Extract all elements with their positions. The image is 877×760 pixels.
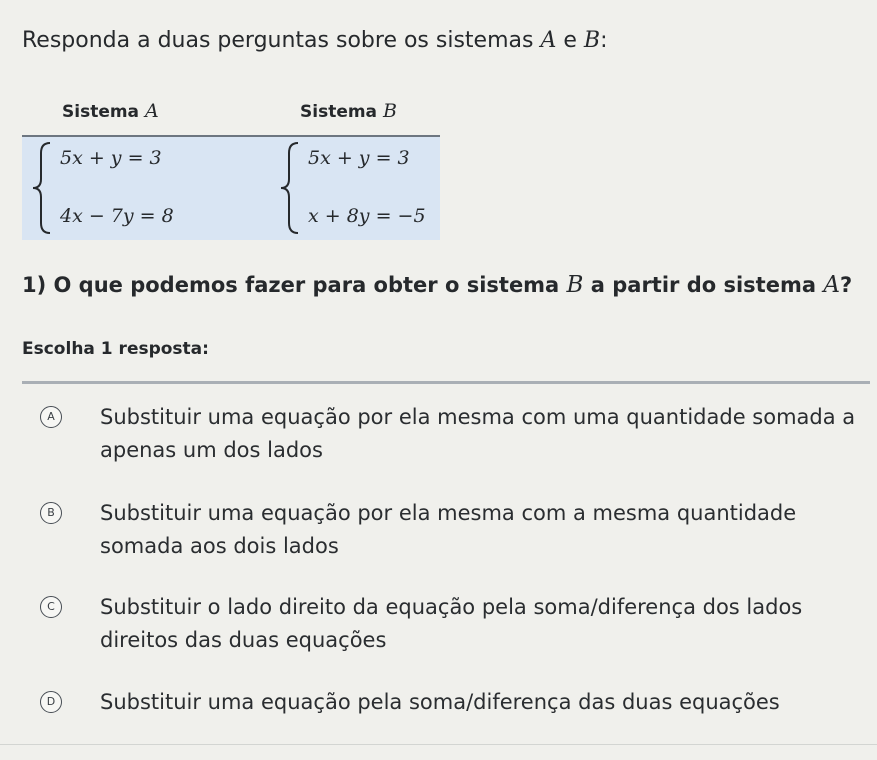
intro-text [22,28,608,53]
intro-var-a: A [540,28,557,53]
intro-colon: : [600,28,608,53]
system-a-label: Sistema [62,102,140,122]
choice-b-text: Substituir uma equação por ela mesma com a mesma quantidade somada aos dois lados [100,501,797,558]
systems-table [22,100,440,240]
system-b-var: B [382,100,397,122]
question-suffix: ? [839,273,853,297]
system-b-label: Sistema [300,102,378,122]
intro-var-b: B [583,28,601,53]
choice-a-text: Substituir uma equação por ela mesma com uma quantidade somada a apenas um dos lados [100,405,856,462]
choice-a-radio[interactable]: A [40,406,62,428]
intro-connector: e [563,28,577,53]
divider [22,381,870,384]
question-prefix: 1) O que podemos fazer para obter o sistema [22,273,560,297]
system-b-equation-2: x + 8y = −5 [308,205,426,227]
question-text [22,272,852,298]
system-b-header [300,100,397,122]
left-brace-icon [30,141,54,235]
question-var-a: A [823,272,840,298]
system-a-header [62,100,159,122]
system-a-equation-1: 5x + y = 3 [60,147,162,169]
systems-body [22,135,440,240]
choice-d-text: Substituir uma equação pela soma/diferença das duas equações [100,690,780,714]
choice-d-radio[interactable]: D [40,691,62,713]
system-b-equation-1: 5x + y = 3 [308,147,410,169]
choice-c-radio[interactable]: C [40,596,62,618]
system-a-equation-2: 4x − 7y = 8 [60,205,174,227]
choice-b-radio[interactable]: B [40,502,62,524]
system-a-var: A [144,100,159,122]
answer-prompt: Escolha 1 resposta: [22,339,209,359]
question-middle: a partir do sistema [590,273,817,297]
left-brace-icon [278,141,302,235]
intro-label: Responda a duas perguntas sobre os sistemas [22,28,534,53]
choice-c-text: Substituir o lado direito da equação pela soma/diferença dos lados direitos das duas equações [100,595,803,652]
bottom-divider [0,744,877,745]
question-var-b: B [566,272,584,298]
